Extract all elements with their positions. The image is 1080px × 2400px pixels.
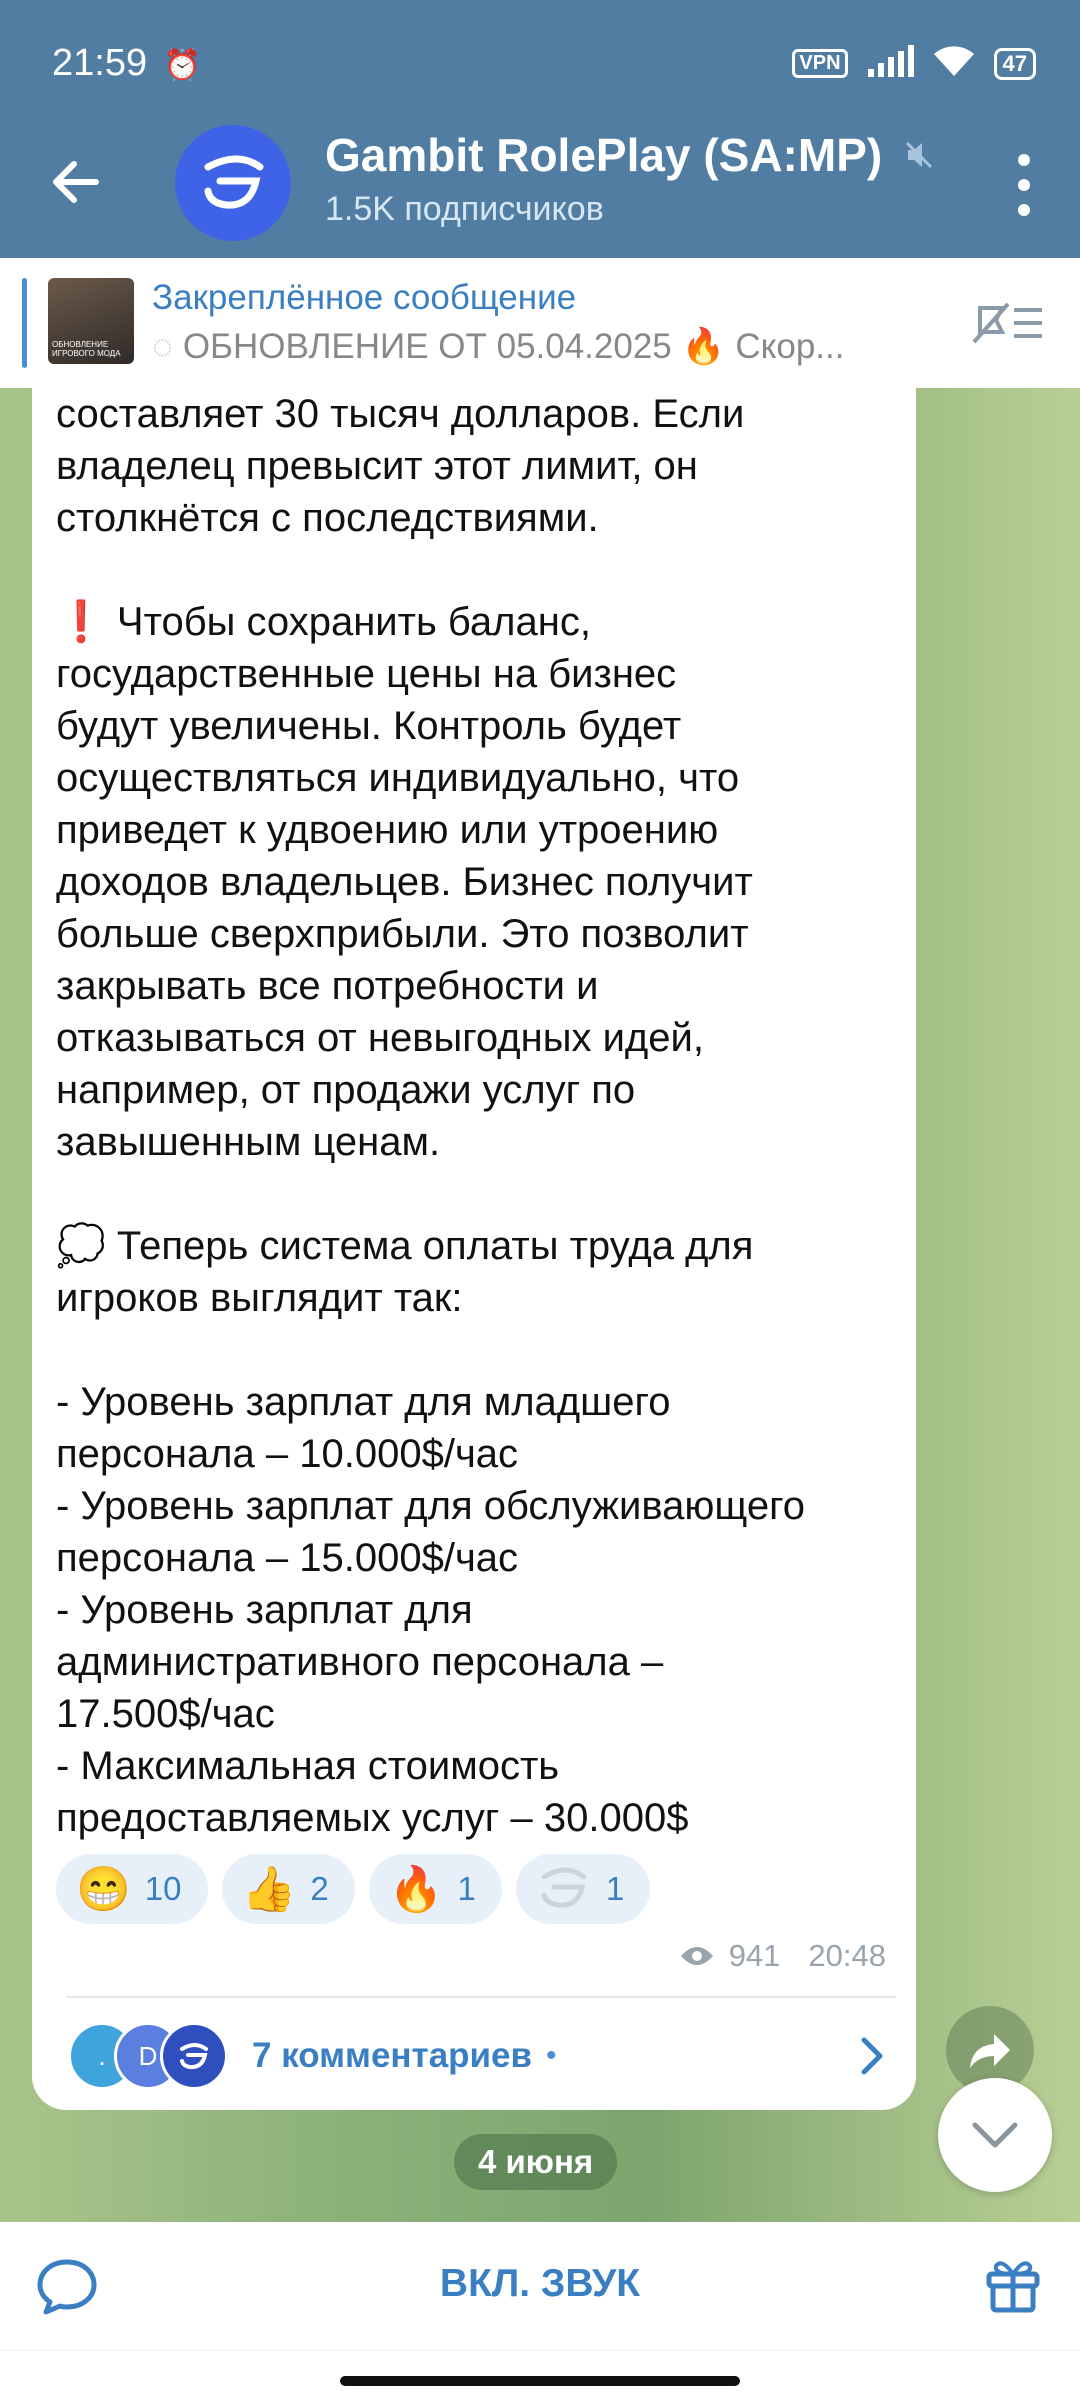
- status-time: 21:59 ⏰: [52, 42, 202, 84]
- gambit-logo-icon: [177, 2041, 211, 2071]
- alarm-icon: ⏰: [163, 49, 202, 82]
- channel-header: [0, 100, 1080, 258]
- gift-icon[interactable]: [984, 2256, 1042, 2314]
- comments-button[interactable]: [68, 2016, 892, 2096]
- reaction-custom[interactable]: 1: [516, 1854, 650, 1924]
- battery-icon: 47: [994, 48, 1036, 80]
- avatar: .: [68, 2022, 136, 2090]
- status-icons: [792, 44, 1036, 83]
- more-menu-icon[interactable]: [1014, 150, 1034, 220]
- gambit-logo-icon: [198, 153, 268, 213]
- comments-label: 7 комментариев: [252, 2036, 533, 2075]
- gambit-logo-icon: ◌: [152, 326, 173, 366]
- message-time: 20:48: [808, 1938, 886, 1973]
- reaction-grin[interactable]: 😁 10: [56, 1854, 208, 1924]
- thumbs-up-icon: 👍: [241, 1865, 297, 1914]
- grin-emoji-icon: 😁: [76, 1865, 131, 1914]
- pinned-thumbnail: ОБНОВЛЕНИЕ ИГРОВОГО МОДА: [48, 278, 134, 364]
- message-bubble[interactable]: [32, 388, 916, 2110]
- avatar: D: [114, 2022, 182, 2090]
- pinned-label: Закреплённое сообщение: [152, 278, 577, 317]
- pinned-message-bar[interactable]: [0, 258, 1080, 388]
- bottom-bar: [0, 2222, 1080, 2400]
- avatar: [160, 2022, 228, 2090]
- view-count: 941: [728, 1938, 781, 1973]
- fire-icon: 🔥: [388, 1865, 444, 1914]
- channel-title[interactable]: Gambit RolePlay (SA:MP): [325, 128, 934, 182]
- forward-arrow-icon: [968, 2030, 1012, 2070]
- date-separator: 4 июня: [454, 2134, 617, 2190]
- pinned-preview: ◌ ОБНОВЛЕНИЕ ОТ 05.04.2025 🔥 Скор...: [152, 326, 845, 366]
- exclamation-icon: ❗: [56, 600, 106, 644]
- home-indicator[interactable]: [340, 2376, 740, 2386]
- views-eye-icon: [679, 1944, 715, 1968]
- divider: [66, 1996, 896, 1998]
- reaction-thumbs-up[interactable]: 👍 2: [222, 1854, 355, 1924]
- bottom-controls: [0, 2222, 1080, 2351]
- subscriber-count: 1.5K подписчиков: [325, 190, 604, 228]
- unmute-button[interactable]: ВКЛ. ЗВУК: [439, 2262, 641, 2305]
- muted-icon: [904, 140, 934, 170]
- chevron-right-icon: [856, 2034, 886, 2078]
- gambit-logo-icon: [536, 1865, 592, 1913]
- fire-icon: 🔥: [681, 327, 726, 366]
- channel-avatar[interactable]: [175, 125, 291, 241]
- thought-bubble-icon: 💭: [56, 1224, 106, 1268]
- unread-dot-icon: •: [546, 2039, 557, 2072]
- scroll-down-button[interactable]: [938, 2078, 1052, 2192]
- back-arrow-icon[interactable]: [46, 152, 106, 212]
- reactions-row: [56, 1854, 650, 1924]
- pinned-list-icon[interactable]: [972, 298, 1044, 348]
- wifi-icon: [932, 44, 976, 83]
- signal-icon: [866, 45, 914, 82]
- message-meta: [679, 1938, 886, 1974]
- vpn-badge: VPN: [792, 49, 847, 78]
- pinned-indicator: [22, 278, 27, 368]
- reaction-fire[interactable]: 🔥 1: [369, 1854, 502, 1924]
- chevron-down-icon: [971, 2121, 1019, 2149]
- message-text: составляет 30 тысяч долларов. Если владелец превысит этот лимит, он столкнётся с последствиями. ❗ Чтобы сохранить баланс, государственные цены на бизнес будут увеличены. Контроль будет осуществляться индивидуально, что приведет к удвоению или утроению доходов владельцев. Бизнес получит больше сверхприбыли. Это позволит закрывать все потребности и отказываться от невыгодных идей, например, от продажи услуг по завышенным ценам. 💭 Теперь система оплаты труда для игроков выглядит так: - Уровень зарплат для младшего персонала – 10.000$/час - Уровень зарплат для обслуживающего персонала – 15.000$/час - Уровень зарплат для административного персонала – 17.500$/час - Максимальная стоимость предоставляемых услуг – 30.000$: [56, 392, 806, 1840]
